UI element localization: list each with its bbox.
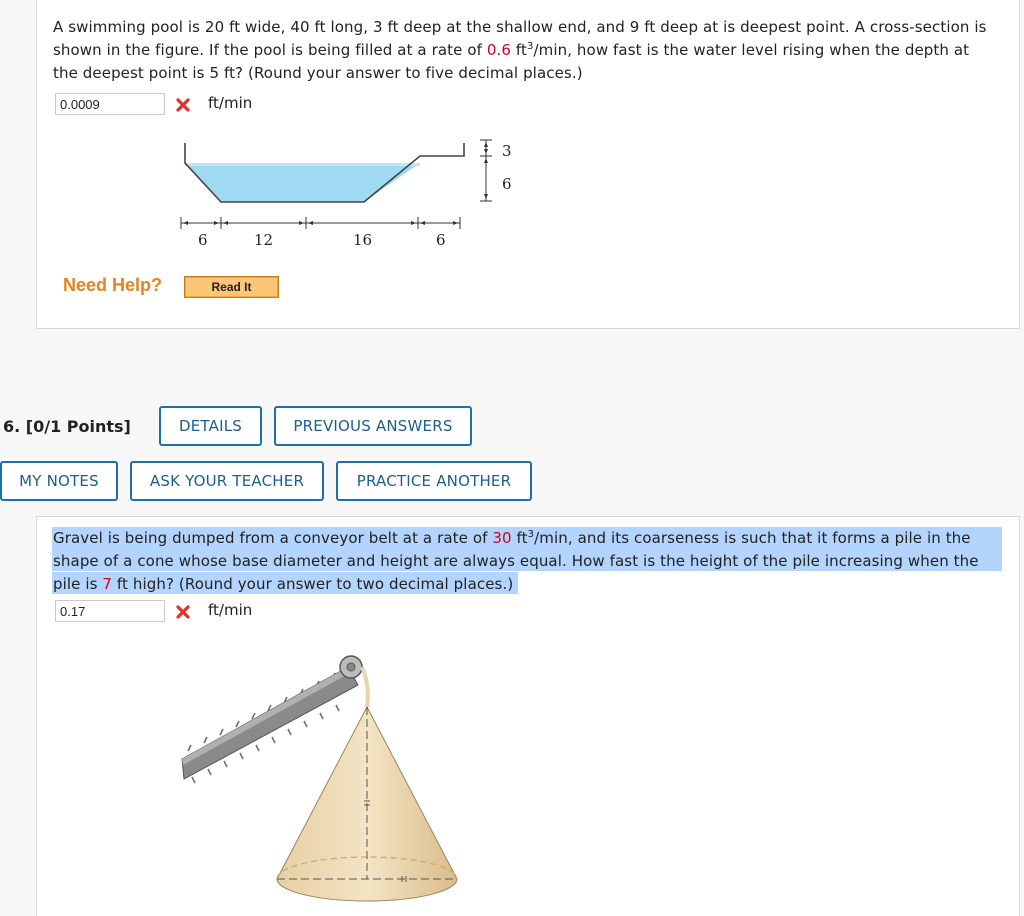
q5-unit: ft/min xyxy=(208,94,253,112)
q6-rate: 30 xyxy=(492,529,512,547)
incorrect-icon xyxy=(175,604,191,620)
ask-your-teacher-button[interactable]: ASK YOUR TEACHER xyxy=(130,461,324,501)
dim-label-depth: 6 xyxy=(502,175,512,193)
question-5-text xyxy=(53,16,1013,85)
details-button[interactable]: DETAILS xyxy=(159,406,262,446)
q6-answer-input[interactable]: 0.17 xyxy=(55,600,165,622)
incorrect-icon xyxy=(175,97,191,113)
q6-height: 7 xyxy=(102,575,113,593)
dim-label-top: 3 xyxy=(502,142,512,160)
q5-line1: A swimming pool is 20 ft wide, 40 ft long, 3 ft deep at the shallow end, and 9 ft deep at is deepest point. A cross-section is xyxy=(53,18,987,36)
q6-line1: Gravel is being dumped from a conveyor belt at a rate of 30 $ft^3/\min$, and its coarseness is such that it forms a pile in the xyxy=(53,529,971,547)
q6-line3: pile is 7 ft high? (Round your answer to two decimal places.) xyxy=(53,575,514,593)
dim-label-3: 6 xyxy=(436,231,446,249)
q6-unit: ft/min xyxy=(208,601,253,619)
my-notes-button[interactable]: MY NOTES xyxy=(0,461,118,501)
q5-line2: shown in the figure. If the pool is being filled at a rate of 0.6 $ft^3/\min$, how fast is the water level rising when the depth at xyxy=(53,41,970,59)
q5-answer-input[interactable]: 0.0009 xyxy=(55,93,165,115)
pool-cross-section-figure xyxy=(175,135,515,260)
q6-line2: shape of a cone whose base diameter and height are always equal. How fast is the height of the pile increasing when the xyxy=(53,552,979,570)
dim-label-1: 12 xyxy=(254,231,274,249)
dim-label-0: 6 xyxy=(198,231,208,249)
q5-line3: the deepest point is 5 ft? (Round your answer to five decimal places.) xyxy=(53,64,583,82)
dim-label-2: 16 xyxy=(353,231,373,249)
practice-another-button[interactable]: PRACTICE ANOTHER xyxy=(336,461,532,501)
previous-answers-button[interactable]: PREVIOUS ANSWERS xyxy=(274,406,472,446)
conveyor-cone-figure xyxy=(170,645,470,915)
q5-rate: 0.6 xyxy=(486,41,512,59)
read-it-button[interactable]: Read It xyxy=(184,276,279,298)
need-help-label: Need Help? xyxy=(63,275,163,295)
question-6-text xyxy=(53,527,1013,596)
q6-points: 6. [0/1 Points] xyxy=(3,417,131,436)
